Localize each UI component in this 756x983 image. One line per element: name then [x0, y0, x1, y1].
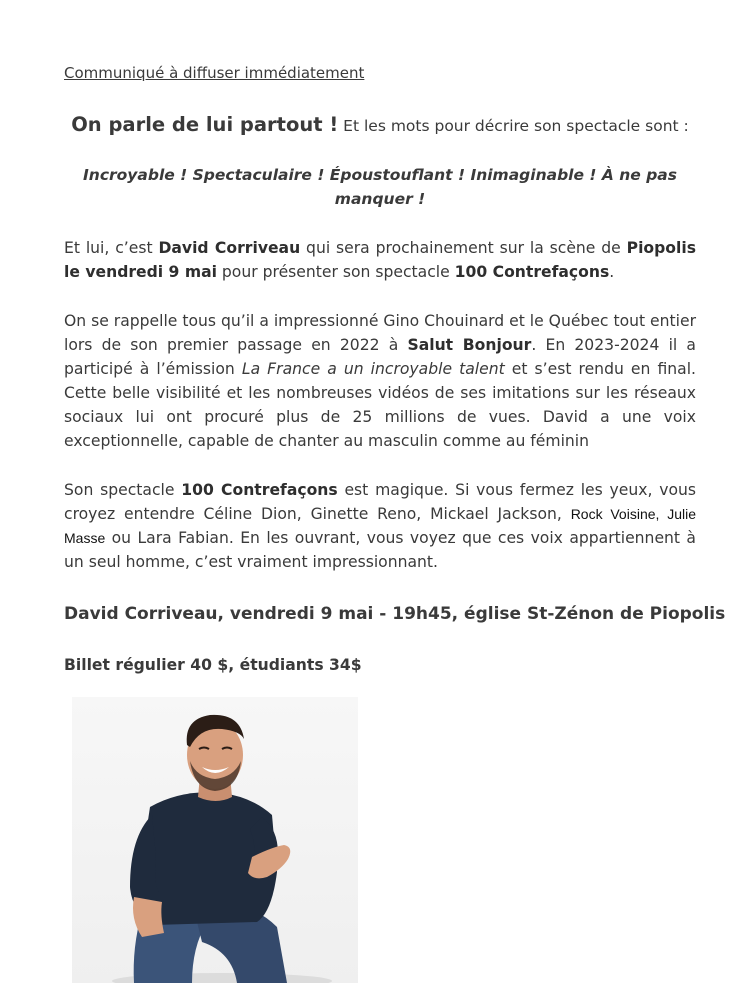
- show-title: 100 Contrefaçons: [181, 481, 338, 499]
- text: qui sera prochainement sur la scène de: [300, 239, 627, 257]
- paragraph-intro: [64, 236, 696, 284]
- tv-show-france: La France a un incroyable talent: [241, 360, 505, 378]
- text: . En 2023-2024 il a participé à l’émission: [64, 336, 696, 378]
- text: Son spectacle: [64, 481, 182, 499]
- venue-date: Piopolis le vendredi 9 mai: [64, 239, 696, 281]
- show-title: 100 Contrefaçons: [454, 263, 610, 281]
- text: On se rappelle tous qu’il a impressionné Gino Chouinard et le Québec tout entier lors de son premier passage en 2022 à: [64, 312, 696, 354]
- text: pour présenter son spectacle: [216, 263, 455, 281]
- artist-name: David Corriveau: [158, 239, 301, 257]
- tv-show: Salut Bonjour: [407, 336, 532, 354]
- praise-words: Incroyable ! Spectaculaire ! Époustouflant ! Inimaginable ! À ne pas manquer !: [83, 166, 677, 208]
- artist-list-inserted: Rock Voisine, Julie Masse: [64, 506, 696, 546]
- ticket-prices: Billet régulier 40 $, étudiants 34$: [64, 656, 362, 674]
- artist-photo-illustration: [72, 697, 358, 983]
- event-details: David Corriveau, vendredi 9 mai - 19h45, église St-Zénon de Piopolis: [64, 604, 726, 624]
- paragraph-show: [64, 478, 696, 574]
- paragraph-career: [64, 309, 696, 453]
- text: et s’est rendu en final. Cette belle visibilité et les nombreuses vidéos de ses imitations sur les réseaux sociaux lui ont procuré plus de 25 millions de vues. David a une voix exceptionnelle, capable de chanter au masculin comme au féminin: [64, 360, 697, 450]
- text: est magique. Si vous fermez les yeux, vous croyez entendre Céline Dion, Ginette Reno, Mickael Jackson,: [64, 481, 696, 523]
- text: .: [609, 263, 615, 281]
- headline-bold: On parle de lui partout !: [71, 113, 339, 136]
- headline: [64, 112, 696, 139]
- artist-photo: [72, 697, 358, 983]
- headline-rest: Et les mots pour décrire son spectacle sont :: [338, 117, 689, 135]
- release-kicker: Communiqué à diffuser immédiatement: [64, 64, 365, 82]
- text: Et lui, c’est: [64, 239, 159, 257]
- text: ou Lara Fabian. En les ouvrant, vous voyez que ces voix appartiennent à un seul homme, c’est vraiment impressionnant.: [64, 529, 696, 571]
